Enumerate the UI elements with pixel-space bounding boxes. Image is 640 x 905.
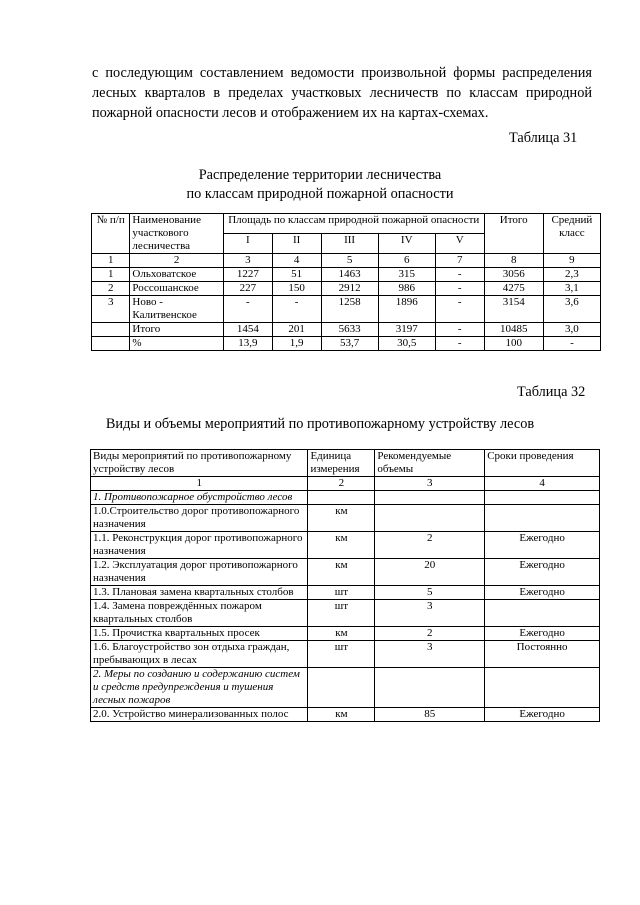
- table-cell: 3,0: [543, 323, 600, 337]
- column-number: 4: [272, 254, 321, 268]
- measure-term: [485, 668, 600, 708]
- table-cell: -: [435, 323, 484, 337]
- table-row: [91, 668, 600, 708]
- table-cell: 3056: [484, 268, 543, 282]
- table-cell: -: [272, 296, 321, 323]
- measure-term: Ежегодно: [485, 532, 600, 559]
- table-cell: [92, 337, 130, 351]
- table-row: [92, 268, 601, 282]
- measure-term: [485, 505, 600, 532]
- table-cell: 1454: [223, 323, 272, 337]
- table-cell: Россошанское: [130, 282, 223, 296]
- header-class: IV: [378, 234, 435, 254]
- header-avg-class: Средний класс: [543, 214, 600, 254]
- table-32-title: Виды и объемы мероприятий по противопожарному устройству лесов: [105, 416, 535, 432]
- measure-name: 1. Противопожарное обустройство лесов: [91, 491, 308, 505]
- measure-name: 1.1. Реконструкция дорог противопожарного назначения: [91, 532, 308, 559]
- header-num: № п/п: [92, 214, 130, 254]
- fire-measures-table: [90, 449, 600, 722]
- column-number: 5: [321, 254, 378, 268]
- table-header-row: [91, 450, 600, 477]
- table-row: [92, 337, 601, 351]
- column-number: 8: [484, 254, 543, 268]
- measure-name: 1.0.Строительство дорог противопожарного назначения: [91, 505, 308, 532]
- table-cell: 3,6: [543, 296, 600, 323]
- column-number: 1: [92, 254, 130, 268]
- measure-term: Ежегодно: [485, 627, 600, 641]
- measure-unit: км: [308, 532, 375, 559]
- measure-term: Ежегодно: [485, 586, 600, 600]
- table-cell: 5633: [321, 323, 378, 337]
- measure-volume: 3: [375, 600, 485, 627]
- measure-volume: [375, 505, 485, 532]
- table-cell: 2: [92, 282, 130, 296]
- column-number: 9: [543, 254, 600, 268]
- table-row: [91, 532, 600, 559]
- measure-unit: км: [308, 708, 375, 722]
- column-number: 3: [223, 254, 272, 268]
- table-cell: 51: [272, 268, 321, 282]
- column-number: 1: [91, 477, 308, 491]
- measure-name: 1.4. Замена повреждённых пожаром квартальных столбов: [91, 600, 308, 627]
- table-cell: -: [435, 296, 484, 323]
- table-cell: -: [435, 282, 484, 296]
- column-number: 2: [308, 477, 375, 491]
- table-row: [92, 323, 601, 337]
- measure-unit: шт: [308, 641, 375, 668]
- header-cell: Единица измерения: [308, 450, 375, 477]
- table-cell: 315: [378, 268, 435, 282]
- table-cell: [92, 323, 130, 337]
- measure-volume: 3: [375, 641, 485, 668]
- measure-name: 2. Меры по созданию и содержанию систем и средств предупреждения и тушения лесных пожаров: [91, 668, 308, 708]
- table-cell: -: [223, 296, 272, 323]
- table-cell: 227: [223, 282, 272, 296]
- measure-volume: 5: [375, 586, 485, 600]
- table-cell: 150: [272, 282, 321, 296]
- measure-unit: шт: [308, 586, 375, 600]
- table-cell: 986: [378, 282, 435, 296]
- column-number: 3: [375, 477, 485, 491]
- header-class: V: [435, 234, 484, 254]
- measure-volume: 2: [375, 627, 485, 641]
- measure-unit: км: [308, 505, 375, 532]
- header-cell: Виды мероприятий по противопожарному устройству лесов: [91, 450, 308, 477]
- measure-term: [485, 600, 600, 627]
- table-cell: 3197: [378, 323, 435, 337]
- column-number: 4: [485, 477, 600, 491]
- table-31-caption: Таблица 31: [509, 130, 578, 146]
- column-number-row: [92, 254, 601, 268]
- table-row: [91, 559, 600, 586]
- table-row: [91, 600, 600, 627]
- header-total: Итого: [484, 214, 543, 254]
- table-row: [91, 491, 600, 505]
- table-31-title-line1: Распределение территории лесничества: [198, 167, 442, 183]
- measure-volume: [375, 491, 485, 505]
- column-number: 7: [435, 254, 484, 268]
- table-cell: 2,3: [543, 268, 600, 282]
- table-cell: 2912: [321, 282, 378, 296]
- header-class: II: [272, 234, 321, 254]
- measure-name: 1.2. Эксплуатация дорог противопожарного назначения: [91, 559, 308, 586]
- fire-class-table: [91, 213, 601, 351]
- table-cell: -: [543, 337, 600, 351]
- table-row: [91, 505, 600, 532]
- measure-name: 1.5. Прочистка квартальных просек: [91, 627, 308, 641]
- measure-volume: 85: [375, 708, 485, 722]
- table-cell: 4275: [484, 282, 543, 296]
- measure-unit: км: [308, 627, 375, 641]
- table-cell: 100: [484, 337, 543, 351]
- measure-volume: 20: [375, 559, 485, 586]
- header-cell: Рекомендуемые объемы: [375, 450, 485, 477]
- table-cell: -: [435, 268, 484, 282]
- measure-term: Ежегодно: [485, 708, 600, 722]
- table-row: [91, 627, 600, 641]
- header-cell: Сроки проведения: [485, 450, 600, 477]
- table-cell: Итого: [130, 323, 223, 337]
- header-name: Наименование участкового лесничества: [130, 214, 223, 254]
- table-cell: Ново - Калитвенское: [130, 296, 223, 323]
- header-area: Площадь по классам природной пожарной опасности: [223, 214, 484, 234]
- column-number-row: [91, 477, 600, 491]
- measure-unit: шт: [308, 600, 375, 627]
- header-class: I: [223, 234, 272, 254]
- measure-name: 2.0. Устройство минерализованных полос: [91, 708, 308, 722]
- table-cell: 30,5: [378, 337, 435, 351]
- table-cell: 53,7: [321, 337, 378, 351]
- measure-name: 1.3. Плановая замена квартальных столбов: [91, 586, 308, 600]
- table-cell: 3,1: [543, 282, 600, 296]
- table-cell: 1258: [321, 296, 378, 323]
- measure-term: [485, 491, 600, 505]
- table-cell: 3: [92, 296, 130, 323]
- header-class: III: [321, 234, 378, 254]
- table-cell: %: [130, 337, 223, 351]
- intro-paragraph: с последующим составлением ведомости произвольной формы распределения лесных кварталов в пределах участковых лесничеств по классам природной пожарной опасности лесов и отображением их на картах-схемах.: [92, 65, 592, 121]
- measure-volume: [375, 668, 485, 708]
- table-31-title-line2: по классам природной пожарной опасности: [186, 186, 454, 202]
- measure-volume: 2: [375, 532, 485, 559]
- table-cell: 1,9: [272, 337, 321, 351]
- table-cell: -: [435, 337, 484, 351]
- table-cell: 201: [272, 323, 321, 337]
- column-number: 2: [130, 254, 223, 268]
- measure-unit: [308, 491, 375, 505]
- table-cell: 1: [92, 268, 130, 282]
- table-row: [92, 296, 601, 323]
- table-cell: 13,9: [223, 337, 272, 351]
- table-row: [91, 586, 600, 600]
- measure-unit: км: [308, 559, 375, 586]
- column-number: 6: [378, 254, 435, 268]
- measure-term: Постоянно: [485, 641, 600, 668]
- table-row: [91, 708, 600, 722]
- measure-term: Ежегодно: [485, 559, 600, 586]
- table-cell: Ольховатское: [130, 268, 223, 282]
- table-cell: 10485: [484, 323, 543, 337]
- table-cell: 3154: [484, 296, 543, 323]
- table-32-caption: Таблица 32: [517, 384, 586, 400]
- measure-name: 1.6. Благоустройство зон отдыха граждан, пребывающих в лесах: [91, 641, 308, 668]
- table-cell: 1896: [378, 296, 435, 323]
- measure-unit: [308, 668, 375, 708]
- table-cell: 1227: [223, 268, 272, 282]
- table-cell: 1463: [321, 268, 378, 282]
- table-row: [91, 641, 600, 668]
- table-row: [92, 282, 601, 296]
